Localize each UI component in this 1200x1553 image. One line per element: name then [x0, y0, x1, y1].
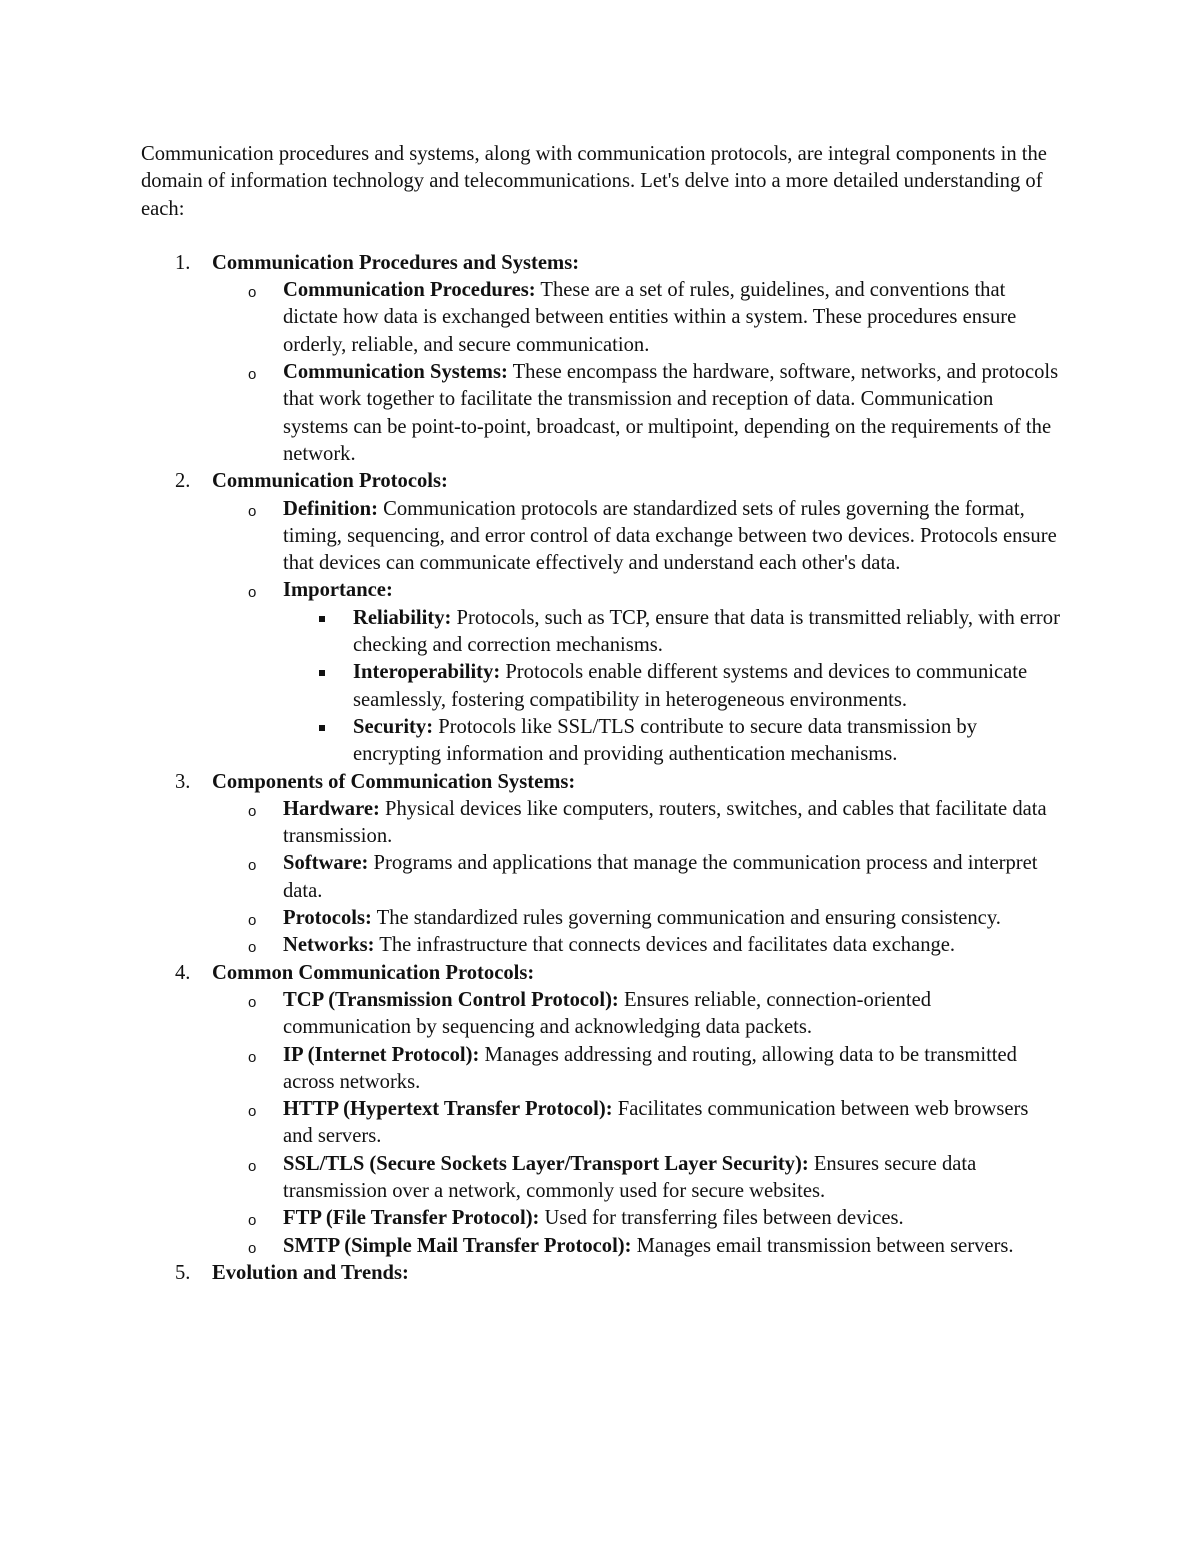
- section-heading: Common Communication Protocols:: [212, 961, 535, 984]
- circle-bullet-icon: o: [248, 584, 257, 602]
- circle-bullet-icon: o: [248, 993, 257, 1011]
- list-item: [141, 960, 1061, 1260]
- section-heading: Communication Protocols:: [212, 470, 448, 493]
- item-text: The standardized rules governing communication and ensuring consistency.: [371, 907, 1001, 930]
- section-number: 5.: [175, 1261, 191, 1284]
- sub-list: [212, 277, 1061, 468]
- item-text: Ensures reliable, connection-oriented communication by sequencing and acknowledging data packets.: [283, 988, 932, 1039]
- square-bullet-icon: [319, 616, 325, 622]
- circle-bullet-icon: o: [248, 912, 257, 930]
- item-text: Protocols like SSL/TLS contribute to secure data transmission by encrypting information and providing authentication mechanisms.: [353, 715, 978, 766]
- item-text: Communication protocols are standardized sets of rules governing the format, timing, sequencing, and error control of data exchange between two devices. Protocols ensure that devices can communicate effectively and understand each other's data.: [283, 497, 1057, 575]
- main-list: [141, 250, 1061, 1287]
- list-item: [212, 1096, 1061, 1151]
- list-item: [212, 577, 1061, 768]
- item-text: Used for transferring files between devices.: [539, 1207, 904, 1230]
- document-page: [141, 141, 1061, 1287]
- item-term: Communication Procedures:: [283, 279, 536, 302]
- list-item: [141, 1260, 1061, 1287]
- square-bullet-icon: [319, 725, 325, 731]
- intro-paragraph: Communication procedures and systems, along with communication protocols, are integral components in the domain of information technology and telecommunications. Let's delve into a more detailed understanding of each:: [141, 143, 1047, 220]
- list-item: [212, 850, 1061, 905]
- list-item: [212, 905, 1061, 932]
- section-heading: Communication Procedures and Systems:: [212, 251, 580, 274]
- item-text: Programs and applications that manage the communication process and interpret data.: [283, 852, 1038, 902]
- item-text: These encompass the hardware, software, networks, and protocols that work together to facilitate the transmission and reception of data. Communication systems can be point-to-point, broadcast, or multipoint, depending on the requirements of the network.: [283, 361, 1059, 465]
- item-text: Protocols enable different systems and devices to communicate seamlessly, fostering compatibility in heterogeneous environments.: [353, 661, 1028, 711]
- item-term: IP (Internet Protocol):: [283, 1043, 480, 1066]
- item-text: Ensures secure data transmission over a network, commonly used for secure websites.: [283, 1152, 977, 1202]
- list-item: [212, 796, 1061, 851]
- item-term: Software:: [283, 852, 369, 875]
- item-term: Protocols:: [283, 907, 372, 930]
- item-text: These are a set of rules, guidelines, and conventions that dictate how data is exchanged between entities within a system. These procedures ensure orderly, reliable, and secure communication.: [283, 279, 1017, 356]
- list-item: [283, 714, 1061, 769]
- item-term: SMTP (Simple Mail Transfer Protocol):: [283, 1234, 632, 1257]
- list-item: [212, 1233, 1061, 1260]
- section-heading: Evolution and Trends:: [212, 1261, 409, 1284]
- item-term: TCP (Transmission Control Protocol):: [283, 988, 619, 1011]
- list-item: [212, 987, 1061, 1042]
- item-term: HTTP (Hypertext Transfer Protocol):: [283, 1098, 613, 1121]
- list-item: [212, 1151, 1061, 1206]
- item-text: Facilitates communication between web browsers and servers.: [283, 1098, 1029, 1148]
- list-item: [141, 250, 1061, 468]
- item-text: Manages email transmission between servers.: [631, 1234, 1014, 1257]
- sub-list: [212, 496, 1061, 769]
- item-term: Networks:: [283, 934, 375, 957]
- list-item: [212, 1042, 1061, 1097]
- circle-bullet-icon: o: [248, 1157, 257, 1175]
- section-heading: Components of Communication Systems:: [212, 770, 576, 793]
- list-item: [141, 468, 1061, 768]
- sub-list: [212, 796, 1061, 960]
- circle-bullet-icon: o: [248, 1103, 257, 1121]
- circle-bullet-icon: o: [248, 1048, 257, 1066]
- list-item: [141, 769, 1061, 960]
- item-term: Hardware:: [283, 797, 380, 820]
- sub-list: [212, 987, 1061, 1260]
- circle-bullet-icon: o: [248, 502, 257, 520]
- list-item: [212, 932, 1061, 959]
- item-term: Communication Systems:: [283, 361, 508, 384]
- section-number: 4.: [175, 961, 191, 984]
- section-number: 3.: [175, 770, 191, 793]
- circle-bullet-icon: o: [248, 366, 257, 384]
- square-bullet-icon: [319, 670, 325, 676]
- item-term: Interoperability:: [353, 661, 501, 684]
- list-item: [283, 605, 1061, 660]
- circle-bullet-icon: o: [248, 1239, 257, 1257]
- item-text: Manages addressing and routing, allowing data to be transmitted across networks.: [283, 1043, 1017, 1093]
- item-term: FTP (File Transfer Protocol):: [283, 1207, 540, 1230]
- item-term: Security:: [353, 715, 434, 738]
- circle-bullet-icon: o: [248, 939, 257, 957]
- circle-bullet-icon: o: [248, 857, 257, 875]
- list-item: [212, 359, 1061, 468]
- section-number: 2.: [175, 470, 191, 493]
- list-item: [212, 277, 1061, 359]
- list-item: [212, 1205, 1061, 1232]
- item-term: Reliability:: [353, 606, 452, 629]
- circle-bullet-icon: o: [248, 1212, 257, 1230]
- item-text: The infrastructure that connects devices and facilitates data exchange.: [374, 934, 956, 957]
- section-number: 1.: [175, 251, 191, 274]
- list-item: [283, 659, 1061, 714]
- sub-sub-list: [283, 605, 1061, 769]
- item-term: SSL/TLS (Secure Sockets Layer/Transport Layer Security):: [283, 1152, 809, 1175]
- item-text: Physical devices like computers, routers, switches, and cables that facilitate data transmission.: [283, 797, 1047, 848]
- circle-bullet-icon: o: [248, 284, 257, 302]
- list-item: [212, 496, 1061, 578]
- circle-bullet-icon: o: [248, 802, 257, 820]
- item-term: Definition:: [283, 497, 378, 520]
- item-term: Importance:: [283, 579, 393, 602]
- item-text: Protocols, such as TCP, ensure that data is transmitted reliably, with error checking and correction mechanisms.: [353, 606, 1060, 657]
